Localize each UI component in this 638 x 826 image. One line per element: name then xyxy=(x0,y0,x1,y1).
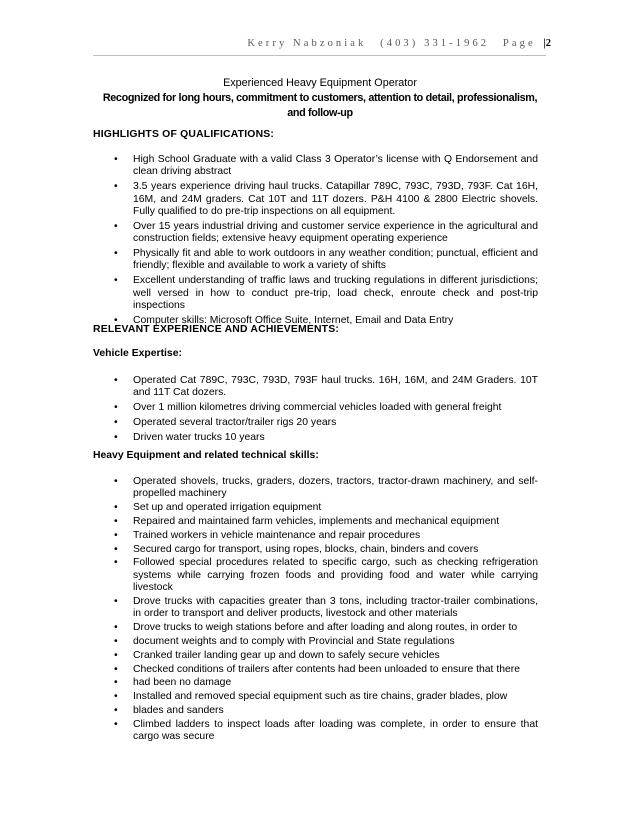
list-item xyxy=(93,154,538,179)
job-title: Experienced Heavy Equipment Operator xyxy=(223,77,417,89)
list-item xyxy=(93,557,538,594)
list-item-text: Over 1 million kilometres driving commercial vehicles loaded with general freight xyxy=(133,402,502,414)
list-item-text: Operated Cat 789C, 793C, 793D, 793F haul trucks. 16H, 16M, and 24M Graders. 10T and 11T Cat dozers. xyxy=(133,375,538,399)
list-item xyxy=(93,596,538,621)
list-item-text: Set up and operated irrigation equipment xyxy=(133,502,322,514)
list-item xyxy=(93,622,538,634)
bullet-icon: • xyxy=(114,154,118,165)
highlights-heading: HIGHLIGHTS OF QUALIFICATIONS: xyxy=(93,129,275,140)
list-item xyxy=(93,248,538,273)
list-item-text: had been no damage xyxy=(133,677,232,689)
list-item-text: Repaired and maintained farm vehicles, implements and mechanical equipment xyxy=(133,516,500,527)
bullet-icon: • xyxy=(114,181,118,193)
bullet-icon: • xyxy=(114,275,118,287)
list-item xyxy=(93,221,538,246)
list-item-text: Followed special procedures related to specific cargo, such as checking refrigeration systems while carrying frozen foods and providing food and water while carrying livestock xyxy=(133,557,538,594)
list-item-text: Secured cargo for transport, using ropes, blocks, chain, binders and covers xyxy=(133,543,479,555)
page-number: 2 xyxy=(545,38,551,49)
list-item-text: Drove trucks to weigh stations before and after loading and along routes, in order to xyxy=(133,622,518,634)
bullet-icon: • xyxy=(114,636,118,647)
list-item xyxy=(93,181,538,218)
header-divider xyxy=(93,55,546,56)
header-name: Kerry Nabzoniak xyxy=(247,38,367,49)
title-tagline-2: and follow-up xyxy=(287,107,353,119)
list-item-text: Physically fit and able to work outdoors in any weather condition; punctual, efficient and friendly; flexible and available to work a variety of shifts xyxy=(133,248,538,272)
list-item-text: Drove trucks with capacities greater than 3 tons, including tractor-trailer combinations, in order to transport and deliver products, livestock and other materials xyxy=(133,596,538,620)
page-header xyxy=(247,38,551,50)
list-item-text: document weights and to comply with Provincial and State regulations xyxy=(133,636,455,647)
bullet-icon: • xyxy=(114,596,118,607)
header-page-label: Page xyxy=(502,38,536,49)
list-item xyxy=(93,636,538,648)
bullet-icon: • xyxy=(114,557,118,569)
list-item xyxy=(93,417,538,429)
list-item xyxy=(93,650,538,662)
bullet-icon: • xyxy=(114,529,118,541)
bullet-icon: • xyxy=(114,704,118,716)
list-item-text: Installed and removed special equipment such as tire chains, grader blades, plow xyxy=(133,691,508,703)
list-item-text: Over 15 years industrial driving and customer service experience in the agricultural and construction fields; extensive heavy equipment operating experience xyxy=(133,220,538,245)
list-item xyxy=(93,664,538,676)
list-item-text: High School Graduate with a valid Class 3 Operator’s license with Q Endorsement and clean driving abstract xyxy=(133,154,538,178)
bullet-icon: • xyxy=(114,220,118,232)
bullet-icon: • xyxy=(114,718,118,730)
list-item-text: Operated shovels, trucks, graders, dozers, tractors, tractor-drawn machinery, and self-propelled machinery xyxy=(133,476,538,500)
list-item-text: Excellent understanding of traffic laws and trucking regulations in different jurisdictions; well versed in how to conduct pre-trip, load check, enroute check and post-trip inspections xyxy=(133,275,538,312)
bullet-icon: • xyxy=(114,476,118,487)
list-item xyxy=(93,275,538,312)
list-item xyxy=(93,719,538,744)
list-item-text: Checked conditions of trailers after contents had been unloaded to ensure that there xyxy=(133,663,521,675)
list-item-text: Climbed ladders to inspect loads after loading was complete, in order to ensure that cargo was secure xyxy=(133,718,538,743)
list-item-text: 3.5 years experience driving haul trucks. Catapillar 789C, 793C, 793D, 793F. Cat 16H, 16M, and 24M graders. Cat 10T and 11T dozers. P&H 4100 & 2800 Electric shovels. Fully qualified to do pre-trip inspections on all equipment. xyxy=(133,181,538,218)
list-item-text: blades and sanders xyxy=(133,704,224,716)
list-item xyxy=(93,476,538,501)
list-item xyxy=(93,705,538,717)
list-item xyxy=(93,691,538,703)
bullet-icon: • xyxy=(114,375,118,386)
bullet-icon: • xyxy=(114,402,118,414)
bullet-icon: • xyxy=(114,649,118,661)
header-phone: (403) 331-1962 xyxy=(380,38,490,49)
bullet-icon: • xyxy=(114,248,118,260)
title-tagline-1: Recognized for long hours, commitment to customers, attention to detail, professionalism, xyxy=(102,92,538,104)
bullet-icon: • xyxy=(114,314,118,326)
title-block xyxy=(80,76,560,121)
list-item-text: Cranked trailer landing gear up and down to safely secure vehicles xyxy=(133,649,440,661)
heavy-equipment-heading: Heavy Equipment and related technical skills: xyxy=(93,450,319,461)
list-item-text: Operated several tractor/trailer rigs 20 years xyxy=(133,417,337,428)
bullet-icon: • xyxy=(114,543,118,555)
bullet-icon: • xyxy=(114,516,118,527)
experience-heading: RELEVANT EXPERIENCE AND ACHIEVEMENTS: xyxy=(93,324,340,335)
list-item xyxy=(93,432,538,444)
bullet-icon: • xyxy=(114,691,118,703)
list-item-text: Computer skills: Microsoft Office Suite, Internet, Email and Data Entry xyxy=(133,314,454,326)
list-item xyxy=(93,530,538,542)
bullet-icon: • xyxy=(114,663,118,675)
vehicle-expertise-list xyxy=(93,375,538,447)
header-separator: | xyxy=(543,38,546,49)
list-item-text: Driven water trucks 10 years xyxy=(133,431,265,443)
list-item xyxy=(93,516,538,528)
vehicle-expertise-heading: Vehicle Expertise: xyxy=(93,348,182,359)
bullet-icon: • xyxy=(114,677,118,689)
list-item xyxy=(93,502,538,514)
list-item xyxy=(93,375,538,400)
list-item-text: Trained workers in vehicle maintenance and repair procedures xyxy=(133,529,421,541)
list-item xyxy=(93,402,538,414)
highlights-list xyxy=(93,154,538,330)
list-item xyxy=(93,544,538,556)
bullet-icon: • xyxy=(114,431,118,443)
bullet-icon: • xyxy=(114,417,118,428)
bullet-icon: • xyxy=(114,502,118,514)
heavy-equipment-list xyxy=(93,476,538,745)
list-item xyxy=(93,677,538,689)
bullet-icon: • xyxy=(114,622,118,634)
